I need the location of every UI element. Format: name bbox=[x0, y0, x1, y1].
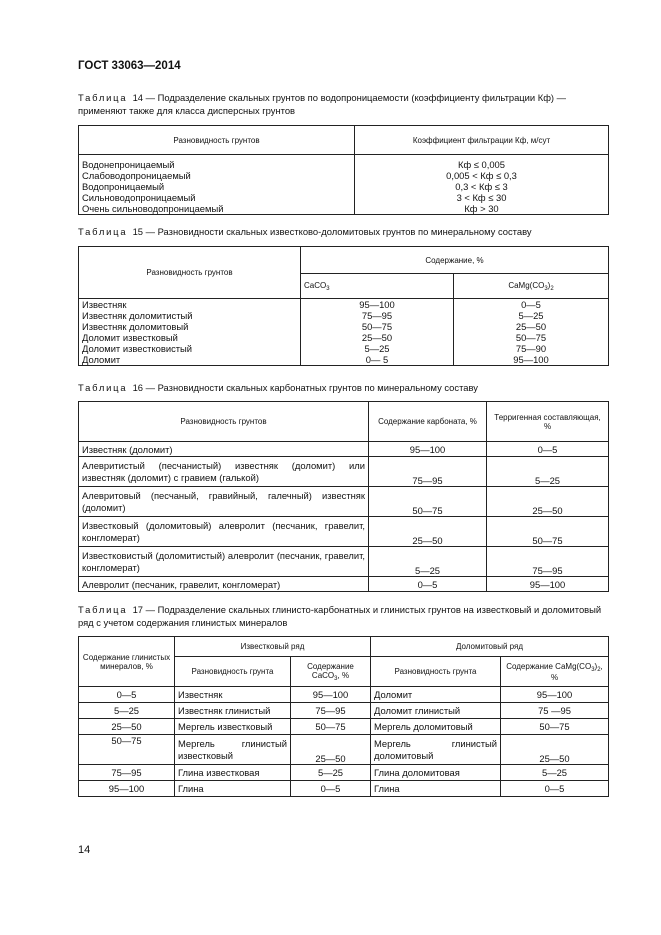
cell: Доломит bbox=[79, 354, 301, 366]
caption-number: 14 bbox=[132, 92, 144, 103]
cell: Известняк глинистый bbox=[175, 703, 291, 719]
table-row bbox=[79, 719, 609, 735]
caption-text: — Разновидности скальных известково-доломитовых грунтов по минеральному составу bbox=[143, 226, 532, 237]
cell: 50—75 bbox=[301, 321, 454, 332]
cell: 0—5 bbox=[79, 687, 175, 703]
table-14 bbox=[78, 125, 609, 215]
cell: Алевритовый (песчаный, гравийный, галечный) известняк (доломит) bbox=[79, 487, 369, 517]
cell: Кф > 30 bbox=[355, 203, 609, 215]
cell: Кф ≤ 0,005 bbox=[355, 159, 609, 170]
t17-header-lime-type: Разновидность грунта bbox=[175, 657, 291, 687]
cell: 95—100 bbox=[369, 442, 487, 457]
t15-header-camgco3: $CaMg(CO_3)_2$ bbox=[454, 274, 609, 299]
cell: 95—100 bbox=[487, 577, 609, 592]
cell: 75—95 bbox=[301, 310, 454, 321]
caption-word: Таблица bbox=[78, 604, 128, 615]
cell: Мергель доломитовый bbox=[371, 719, 501, 735]
cell: 50—75 bbox=[79, 735, 175, 765]
cell: Известняк bbox=[175, 687, 291, 703]
cell: 5—25 bbox=[454, 310, 609, 321]
cell: 95—100 bbox=[291, 687, 371, 703]
table-row bbox=[79, 457, 609, 487]
table-row bbox=[79, 547, 609, 577]
table-row bbox=[79, 332, 609, 343]
table-14-caption bbox=[78, 92, 608, 117]
table-row bbox=[79, 343, 609, 354]
cell: 25—50 bbox=[501, 735, 609, 765]
cell: 5—25 bbox=[501, 765, 609, 781]
cell: Доломит известковистый bbox=[79, 343, 301, 354]
standard-number: ГОСТ 33063—2014 bbox=[78, 60, 181, 72]
cell: Известняк (доломит) bbox=[79, 442, 369, 457]
table-row bbox=[79, 321, 609, 332]
cell: 0— 5 bbox=[301, 354, 454, 366]
cell: 0—5 bbox=[369, 577, 487, 592]
table-row bbox=[79, 299, 609, 311]
cell: 0—5 bbox=[291, 781, 371, 797]
cell: 95—100 bbox=[79, 781, 175, 797]
cell: Глина bbox=[371, 781, 501, 797]
t17-header-dolomite-series: Доломитовый ряд bbox=[371, 637, 609, 657]
cell: Мергель глинистый доломитовый bbox=[371, 735, 501, 765]
cell: Сильноводопроницаемый bbox=[79, 192, 355, 203]
cell: Алевролит (песчаник, гравелит, конгломерат) bbox=[79, 577, 369, 592]
cell: Известковый (доломитовый) алевролит (песчаник, гравелит, конгломерат) bbox=[79, 517, 369, 547]
cell: 5—25 bbox=[369, 547, 487, 577]
table-row bbox=[79, 765, 609, 781]
cell: Мергель известковый bbox=[175, 719, 291, 735]
cell: Глина известковая bbox=[175, 765, 291, 781]
cell: 5—25 bbox=[79, 703, 175, 719]
t16-header-carbonate: Содержание карбоната, % bbox=[369, 402, 487, 442]
cell: 5—25 bbox=[487, 457, 609, 487]
cell: 95—100 bbox=[454, 354, 609, 366]
table-row bbox=[79, 159, 609, 170]
cell: Водонепроницаемый bbox=[79, 159, 355, 170]
t14-header-type: Разновидность грунтов bbox=[79, 126, 355, 155]
cell: 75—95 bbox=[369, 457, 487, 487]
cell: 50—75 bbox=[487, 517, 609, 547]
cell: 25—50 bbox=[301, 332, 454, 343]
t14-header-coef: Коэффициент фильтрации Кф, м/сут bbox=[355, 126, 609, 155]
t17-header-clay: Содержание глинистых минералов, % bbox=[79, 637, 175, 687]
table-row bbox=[79, 354, 609, 366]
caption-text: — Подразделение скальных грунтов по водопроницаемости (коэффициенту фильтрации Кф) — применяют также для класса дисперсных грунтов bbox=[78, 92, 567, 116]
caption-word: Таблица bbox=[78, 92, 128, 103]
table-row bbox=[79, 781, 609, 797]
cell: 75—90 bbox=[454, 343, 609, 354]
table-row bbox=[79, 310, 609, 321]
cell: 5—25 bbox=[301, 343, 454, 354]
cell: Известковистый (доломитистый) алевролит (песчаник, гравелит, конгломерат) bbox=[79, 547, 369, 577]
cell: Глина bbox=[175, 781, 291, 797]
cell: Мергель глинистый известковый bbox=[175, 735, 291, 765]
table-15 bbox=[78, 246, 609, 366]
cell: 75—95 bbox=[79, 765, 175, 781]
table-row bbox=[79, 487, 609, 517]
table-row bbox=[79, 192, 609, 203]
cell: 95—100 bbox=[501, 687, 609, 703]
table-row bbox=[79, 170, 609, 181]
cell: Доломит bbox=[371, 687, 501, 703]
cell: 50—75 bbox=[501, 719, 609, 735]
cell: 50—75 bbox=[369, 487, 487, 517]
cell: Доломит известковый bbox=[79, 332, 301, 343]
cell: 75—95 bbox=[487, 547, 609, 577]
caption-number: 17 bbox=[132, 604, 144, 615]
cell: 0—5 bbox=[454, 299, 609, 311]
cell: Глина доломитовая bbox=[371, 765, 501, 781]
cell: 75 —95 bbox=[501, 703, 609, 719]
cell: 50—75 bbox=[291, 719, 371, 735]
table-row bbox=[79, 687, 609, 703]
cell: 25—50 bbox=[487, 487, 609, 517]
table-row bbox=[79, 442, 609, 457]
cell: Очень сильноводопроницаемый bbox=[79, 203, 355, 215]
caption-word: Таблица bbox=[78, 226, 128, 237]
cell: Алевритистый (песчанистый) известняк (доломит) или известняк (доломит) с гравием (галькой) bbox=[79, 457, 369, 487]
table-17-caption bbox=[78, 604, 608, 629]
table-row bbox=[79, 577, 609, 592]
cell: Доломит глинистый bbox=[371, 703, 501, 719]
caption-text: — Подразделение скальных глинисто-карбонатных и глинистых грунтов на известковый и доломитовый ряд с учетом содержания глинистых минералов bbox=[78, 604, 602, 628]
cell: Слабоводопроницаемый bbox=[79, 170, 355, 181]
cell: 25—50 bbox=[291, 735, 371, 765]
t17-header-lime-content: Содержание CaCO$_3$, % bbox=[291, 657, 371, 687]
t15-header-caco3: CaCO$_3$ bbox=[301, 274, 454, 299]
table-row bbox=[79, 181, 609, 192]
cell: Известняк bbox=[79, 299, 301, 311]
caption-number: 16 bbox=[132, 382, 144, 393]
cell: 0—5 bbox=[487, 442, 609, 457]
table-17 bbox=[78, 636, 609, 797]
table-16-caption bbox=[78, 382, 608, 395]
table-16 bbox=[78, 401, 609, 592]
cell: 75—95 bbox=[291, 703, 371, 719]
t15-header-type: Разновидность грунтов bbox=[79, 247, 301, 299]
cell: Известняк доломитовый bbox=[79, 321, 301, 332]
page-number: 14 bbox=[78, 844, 91, 856]
cell: 0,005 < Кф ≤ 0,3 bbox=[355, 170, 609, 181]
cell: 50—75 bbox=[454, 332, 609, 343]
cell: 5—25 bbox=[291, 765, 371, 781]
cell: 25—50 bbox=[369, 517, 487, 547]
caption-text: — Разновидности скальных карбонатных грунтов по минеральному составу bbox=[143, 382, 478, 393]
caption-word: Таблица bbox=[78, 382, 128, 393]
cell: 25—50 bbox=[454, 321, 609, 332]
t16-header-type: Разновидность грунтов bbox=[79, 402, 369, 442]
cell: Известняк доломитистый bbox=[79, 310, 301, 321]
t17-header-dolo-content: Содержание $CaMg(CO_3)_2$, % bbox=[501, 657, 609, 687]
t16-header-terrigenous: Терригенная составляющая, % bbox=[487, 402, 609, 442]
cell: 0—5 bbox=[501, 781, 609, 797]
caption-number: 15 bbox=[132, 226, 144, 237]
t15-header-content: Содержание, % bbox=[301, 247, 609, 274]
cell: 3 < Кф ≤ 30 bbox=[355, 192, 609, 203]
table-15-caption bbox=[78, 226, 608, 239]
t17-header-dolo-type: Разновидность грунта bbox=[371, 657, 501, 687]
table-row bbox=[79, 203, 609, 215]
table-row bbox=[79, 735, 609, 765]
cell: Водопроницаемый bbox=[79, 181, 355, 192]
cell: 0,3 < Кф ≤ 3 bbox=[355, 181, 609, 192]
cell: 25—50 bbox=[79, 719, 175, 735]
table-row bbox=[79, 517, 609, 547]
table-row bbox=[79, 703, 609, 719]
cell: 95—100 bbox=[301, 299, 454, 311]
t17-header-lime-series: Известковый ряд bbox=[175, 637, 371, 657]
